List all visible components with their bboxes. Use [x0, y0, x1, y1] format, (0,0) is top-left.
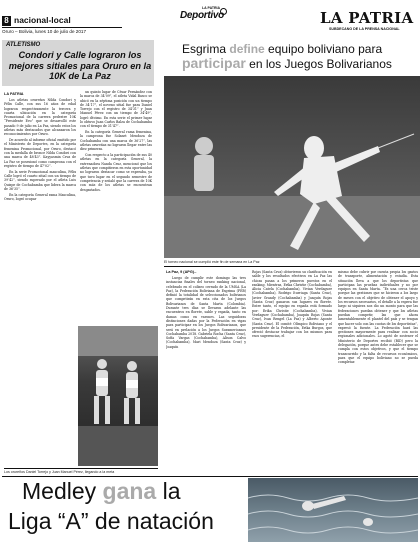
fencing-headline-part2: equipo boliviano para: [268, 42, 383, 56]
fencing-caption: El torneo nacional se cumplió este fin de semana en La Paz: [164, 260, 260, 264]
header-rule: [2, 27, 122, 28]
page-header: [0, 0, 420, 34]
fencing-headline-part3: en los Juegos Bolivarianos: [249, 57, 392, 71]
fencing-article: [164, 40, 420, 480]
fencing-source: La Paz, 9 (APG).-: [166, 270, 197, 274]
athletics-column-1-overflow: [4, 358, 76, 468]
fencing-headline-highlight2: participar: [182, 55, 246, 71]
athletics-column-2: [80, 90, 152, 322]
athletics-paragraph: un quinto lugar de César Fernández con la marca de 34’09”, el atleta Vidal Basco se ubicó en la séptima posición con un tiempo de 34’17”, el noveno sitial fue para Daniel Torrejo con el registro de 34’31” y Juan Manuel Pérez con un tiempo de 34’49”, logró décimo. En esta serie el primer lugar lo obtuvo Juan Carlos Balza de Cochabamba con el tiempo de 31’47”.: [80, 90, 152, 129]
runners-caption: Los orureños Daniel Torrejo y Juan Manuel Pérez, llegando a la meta: [4, 470, 115, 474]
fencing-headline: [182, 42, 418, 71]
athletics-paragraph: En la categoría General rama Masculina, Oruro, logró ocupar: [4, 192, 76, 202]
runners-caption-rule: [4, 468, 158, 469]
swimming-headline-box: [2, 478, 418, 546]
athletics-paragraph: Con respecto a la participación de sus 40 atletas en la categoría General, la entrenadora Nanda Cruz, mencionó que los atletas que compitieron en esta oportunidad no lograron destacar como se esperaba, ya que tuvo lugar en el segundo semestre de competencia y señaló que la carrera de 10K con más de los atletas se encuentran desgastados.: [80, 153, 152, 192]
athletics-paragraph: En la serie Promocional masculina, Félix Calle logró el cuarto sitial con un tiempo de 39’42”, siendo superado por el atleta Luis Quispe de Cochabamba que lidera la marca de 36’35”.: [4, 169, 76, 191]
athletics-paragraph: Los atletas orureños Nilda Condori y Félix Calle, con sus 16 años de edad lograron respectivamente la tercera y cuarta ubicación en la categoría Promocional de la carrera pedestre 10K “Presidente Evo” que se desarrolló este pasado 9 de julio en La Paz, siendo estos los atletas más destacados que alcanzaron los reconocimientos por Oruro.: [4, 98, 76, 137]
runners-photo: [78, 326, 158, 466]
brand-subtitle: SUBDECANO DE LA PRENSA NACIONAL: [329, 27, 400, 31]
swimming-headline-line1: [22, 478, 181, 504]
fencing-column-1: Luego de cumplir este domingo las tres instancias finales del torneo ranking nacional, celebrado en el coliseo cerrado de la UMSA (La Paz), la Federación Boliviana de Esgrima (FEB) definió la totalidad de seleccionados bolivianos que competirán en esta cita de los Juegos Bolivarianos de Santa Marta (Colombia). Durante tres días se llevaron adelante las encuentros en florete, sable y espada, tanto en damas como en varones. Las seguidoras distinciones dadas por la Federación en vigas para participar en los Juegos Bolivarianos, que será en prelación a los Juegos Suramericanos Cochabamba 2018. Gabriela Rocha (Santa Cruz), Sofía Vargas (Cochabamba), Alison Calvo (Cochabamba), Mari Mendoza (Santa Cruz) y Joaquín: [166, 276, 246, 349]
runners-illustration: [78, 326, 158, 466]
swimming-headline-highlight: gana: [102, 478, 157, 504]
fencing-column-3: mismo debe cubrir por cuenta propia los gastos de transporte, alimentación y estadía. Esta situación lleva a que los deportistas que participan las pruebas individuales y no por equipos en Santa Marta. “Es una cerca triste porque las gestiones que se hicieron a los largo de meses con el objetivo de obtener el apoyo y los recursos necesarios, el detalle a la espera fue largo ni siquiera nos dio un monto para que las federaciones puedan obtener y que los atletas puedan competir, las que ahora lamentablemente el plantel del país y se tengan que hacer solo con las cuotas de los deportistas”, expresó la fuente. La Federación hará las gestiones mayormente para realizar con socio regionales adicionales. Lo agotó de sostener el Ministerio de Deportes recibió (BID) pero la delegación, porque antes debe establecer que se cumpla con estos objetivos, y que el tiempo transcurrido y la falta de recursos económicos, para que el equipo boliviano no se pueda completar.: [338, 270, 418, 365]
fencing-illustration: [164, 76, 420, 258]
athletics-paragraph: En la categoría General rama femenina, la campeona fue Solanet Mendoza de Cochabamba con una marca de 36’27”, las atletas orureñas no lograron llegar entre las diez primeras.: [80, 130, 152, 152]
ball-icon: [220, 8, 227, 15]
athletics-kicker: ATLETISMO: [6, 42, 41, 48]
swimming-headline-part1: Medley: [22, 478, 97, 504]
dateline: Oruro – Bolivia, lunes 10 de julio de 2017: [2, 29, 87, 34]
swimming-headline-part2: la: [162, 478, 181, 504]
swimming-illustration: [248, 478, 418, 542]
swimming-photo: [248, 478, 418, 542]
section-name: nacional-local: [14, 15, 71, 25]
page-number: 8: [2, 16, 11, 26]
deportivo-label: Deportivo: [180, 10, 224, 21]
swimming-top-rule: [2, 476, 418, 477]
brand-logo: LA PATRIA: [320, 9, 414, 27]
athletics-headline: Condori y Calle lograron los mejores sitiales para Oruro en la 10K de La Paz: [8, 50, 152, 82]
deportivo-logo: [180, 6, 230, 28]
swimming-headline-line2: Liga “A” de natación: [8, 508, 214, 534]
fencing-caption-rule: [164, 266, 420, 267]
athletics-source: LA PATRIA: [4, 92, 24, 96]
fencing-headline-highlight1: define: [229, 42, 265, 56]
athletics-paragraph: De acuerdo al informe oficial emitido por el Ministerio de Deportes, en la categoría femenina Promocional, por Oruro, destacó con la medalla de bronce Nilda Condori con una marca de 48’43”. Kayyasmin Cruz de La Paz se posesionó como campeona con el registro de tiempo de 47’02”.: [4, 138, 76, 168]
fencing-headline-part1: Esgrima: [182, 42, 227, 56]
fencing-photo: [164, 76, 420, 258]
deportivo-small-text: LA PATRIA: [202, 6, 221, 10]
athletics-column-1: [4, 98, 76, 358]
fencing-column-2: Rojas (Santa Cruz) obtuvieron su clasificación en sable y los resultados efectivos en La Paz las chicas pasan a los primeros puestos en el ranking. Mientras, Erika Christie (Cochabamba), Alicia Catela (Cochabamba), Vivian Verdaguer (Cochabamba), Rodrigo Iturriaga (Santa Cruz), Javier Grandy (Cochabamba) y Joaquín Rojas (Santa Cruz) ganaron sus lugares en florete. Entre tanto, el equipo en espada está formado por: Erika Christie (Cochabamba), Vivian Verdaguer (Cochabamba), Joaquín Rojas (Santa Cruz), Ivan Rengel (La Paz) y Alberto Aponte (Santa Cruz). El comité Olímpico Boliviano y el presidente de la Federación, Erika Burgos, que ofreció destacar trabajar con los mismos para esos sugerencias, el: [252, 270, 332, 339]
